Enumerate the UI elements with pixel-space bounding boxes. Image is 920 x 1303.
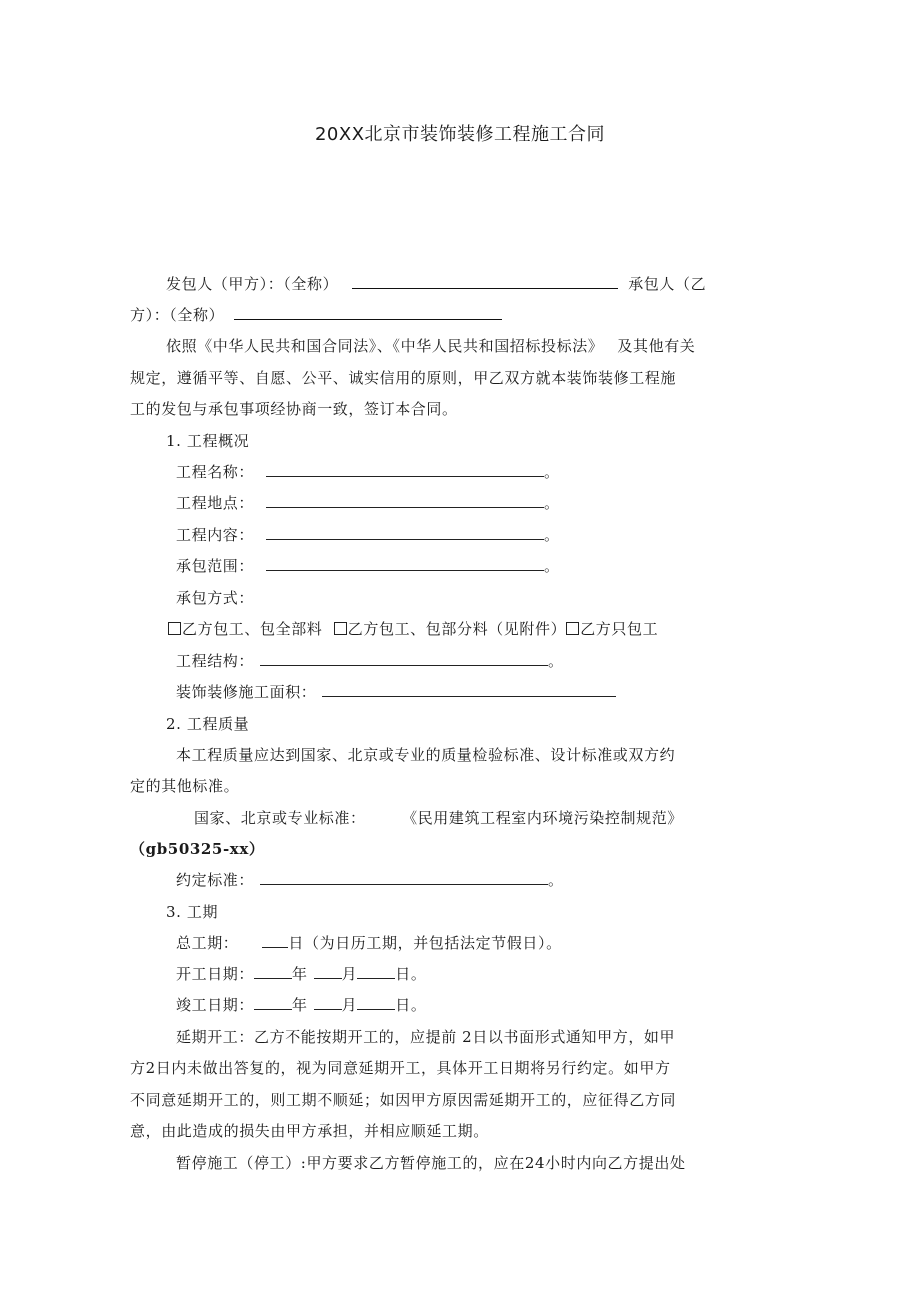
contractor-name-field[interactable] bbox=[234, 305, 502, 320]
end-month-field[interactable] bbox=[314, 995, 342, 1010]
field-label: 承包范围： bbox=[176, 557, 255, 575]
structure-field[interactable] bbox=[260, 651, 548, 666]
standard-name: 《民用建筑工程室内环境污染控制规范》 bbox=[409, 809, 683, 827]
field-label: 总工期： bbox=[176, 934, 239, 952]
parties-line-2 bbox=[130, 304, 502, 326]
checkbox-option-3[interactable] bbox=[566, 622, 579, 635]
period: 。 bbox=[548, 871, 564, 889]
year-label: 年 bbox=[292, 996, 308, 1014]
project-location-row bbox=[176, 492, 560, 514]
day-label: 日。 bbox=[395, 996, 427, 1014]
project-location-field[interactable] bbox=[266, 493, 544, 508]
total-days-field[interactable] bbox=[262, 933, 288, 948]
year-label: 年 bbox=[292, 965, 308, 983]
contract-method-options bbox=[168, 618, 658, 640]
field-label: 装饰装修施工面积： bbox=[176, 683, 317, 701]
delay-line-1: 延期开工：乙方不能按期开工的，应提前 2日以书面形式通知甲方，如甲 bbox=[176, 1028, 676, 1046]
start-year-field[interactable] bbox=[254, 964, 292, 979]
delay-line-4: 意，由此造成的损失由甲方承担，并相应顺延工期。 bbox=[130, 1122, 489, 1140]
pause-line-1: 暂停施工（停工）:甲方要求乙方暂停施工的，应在24小时内向乙方提出处 bbox=[176, 1154, 686, 1172]
checkbox-option-2[interactable] bbox=[334, 622, 347, 635]
start-date-row bbox=[176, 963, 426, 985]
project-content-row bbox=[176, 524, 560, 546]
field-label: 竣工日期： bbox=[176, 996, 255, 1014]
section-2-heading: 2. 工程质量 bbox=[166, 715, 250, 733]
contract-scope-field[interactable] bbox=[266, 556, 544, 571]
day-label: 日。 bbox=[395, 965, 427, 983]
field-label: 工程内容： bbox=[176, 526, 255, 544]
area-row bbox=[176, 681, 616, 703]
structure-row bbox=[176, 650, 564, 672]
preamble-line-2: 规定，遵循平等、自愿、公平、诚实信用的原则，甲乙双方就本装饰装修工程施 bbox=[130, 369, 677, 387]
quality-para-line-2: 定的其他标准。 bbox=[130, 777, 240, 795]
field-label: 工程结构： bbox=[176, 652, 255, 670]
period: 。 bbox=[548, 652, 564, 670]
contractor-label: 承包人（乙 bbox=[628, 275, 707, 293]
delay-line-2: 方2日内未做出答复的，视为同意延期开工，具体开工日期将另行约定。如甲方 bbox=[130, 1059, 671, 1077]
quality-para-line-1: 本工程质量应达到国家、北京或专业的质量检验标准、设计标准或双方约 bbox=[176, 746, 676, 764]
period: 。 bbox=[544, 463, 560, 481]
start-day-field[interactable] bbox=[357, 964, 395, 979]
employer-name-field[interactable] bbox=[352, 274, 618, 289]
start-month-field[interactable] bbox=[314, 964, 342, 979]
agreed-standard-field[interactable] bbox=[260, 870, 548, 885]
project-content-field[interactable] bbox=[266, 525, 544, 540]
option-2-label: 乙方包工、包部分料（见附件） bbox=[347, 620, 567, 638]
standard-label: 国家、北京或专业标准： bbox=[194, 809, 366, 827]
end-year-field[interactable] bbox=[254, 995, 292, 1010]
field-label: 开工日期： bbox=[176, 965, 255, 983]
option-3-label: 乙方只包工 bbox=[580, 620, 659, 638]
preamble-text: 及其他有关 bbox=[617, 337, 696, 355]
standard-code: （gb50325-xx） bbox=[130, 840, 265, 858]
section-3-heading: 3. 工期 bbox=[166, 903, 219, 921]
contract-scope-row bbox=[176, 555, 560, 577]
section-1-heading: 1. 工程概况 bbox=[166, 432, 250, 450]
contractor-label-cont: 方）：（全称） bbox=[130, 306, 225, 324]
preamble-line-1 bbox=[166, 335, 695, 357]
field-label: 约定标准： bbox=[176, 871, 255, 889]
agreed-standard-row bbox=[176, 869, 564, 891]
employer-label: 发包人（甲方）：（全称） bbox=[166, 275, 339, 293]
option-1-label: 乙方包工、包全部料 bbox=[182, 620, 323, 638]
project-name-field[interactable] bbox=[266, 462, 544, 477]
document-title: 20XX北京市装饰装修工程施工合同 bbox=[314, 124, 606, 145]
field-label: 工程地点： bbox=[176, 494, 255, 512]
preamble-line-3: 工的发包与承包事项经协商一致，签订本合同。 bbox=[130, 400, 458, 418]
area-field[interactable] bbox=[322, 682, 616, 697]
period: 。 bbox=[544, 494, 560, 512]
standard-row bbox=[194, 807, 683, 829]
delay-line-3: 不同意延期开工的，则工期不顺延；如因甲方原因需延期开工的，应征得乙方同 bbox=[130, 1091, 677, 1109]
end-day-field[interactable] bbox=[357, 995, 395, 1010]
period: 。 bbox=[544, 557, 560, 575]
total-period-row bbox=[176, 932, 562, 954]
preamble-text: 依照《中华人民共和国合同法》、《中华人民共和国招标投标法》 bbox=[166, 337, 604, 355]
total-text: 日（为日历工期，并包括法定节假日）。 bbox=[288, 934, 562, 952]
project-name-row bbox=[176, 461, 560, 483]
parties-line-1 bbox=[166, 273, 706, 295]
contract-method-row: 承包方式： bbox=[176, 589, 255, 607]
checkbox-option-1[interactable] bbox=[168, 622, 181, 635]
period: 。 bbox=[544, 526, 560, 544]
field-label: 工程名称： bbox=[176, 463, 255, 481]
month-label: 月 bbox=[341, 996, 358, 1014]
end-date-row bbox=[176, 994, 426, 1016]
month-label: 月 bbox=[341, 965, 358, 983]
